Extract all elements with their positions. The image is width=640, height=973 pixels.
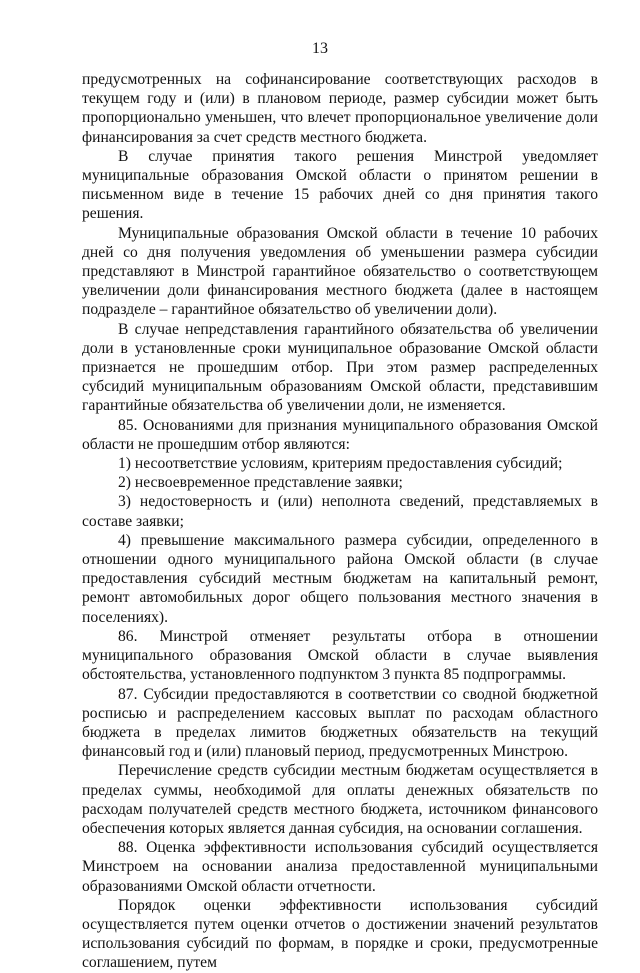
paragraph-continuation: предусмотренных на софинансирование соответствующих расходов в текущем году и (или) в плановом периоде, размер субсидии может быть пропорционально уменьшен, что влечет пропорциональное увеличение доли финансирования за счет средств местного бюджета.: [82, 71, 598, 146]
page-number: 13: [312, 40, 328, 57]
paragraph-clause-86: 86. Минстрой отменяет результаты отбора в отношении муниципального образования Омской области в случае выявления обстоятельства, установленного подпунктом 3 пункта 85 подпрограммы.: [82, 627, 598, 684]
paragraph: Порядок оценки эффективности использования субсидий осуществляется путем оценки отчетов о достижении значений результатов использования субсидий по формам, в порядке и сроки, предусмотренные соглашением, путем: [82, 896, 598, 972]
paragraph: Муниципальные образования Омской области в течение 10 рабочих дней со дня получения уведомления об уменьшении размера субсидии представляют в Минстрой гарантийное обязательство о соответствующем увеличении доли финансирования местного бюджета (далее в настоящем подразделе – гарантийное обязательство об увеличении доли).: [82, 224, 598, 319]
list-item: 3) недостоверность и (или) неполнота сведений, представляемых в составе заявки;: [82, 493, 598, 530]
paragraph: В случае принятия такого решения Минстрой уведомляет муниципальные образования Омской области о принятом решении в письменном виде в течение 15 рабочих дней со дня принятия такого решения.: [82, 147, 598, 223]
paragraph-clause-85: 85. Основаниями для признания муниципального образования Омской области не прошедшим отбор являются:: [82, 416, 598, 453]
list-item: 2) несвоевременное представление заявки;: [118, 474, 403, 492]
list-item: 1) несоответствие условиям, критериям предоставления субсидий;: [118, 455, 563, 473]
document-body: [82, 70, 598, 973]
paragraph: В случае непредставления гарантийного обязательства об увеличении доли в установленные сроки муниципальное образование Омской области признается не прошедшим отбор. При этом размер распределенных субсидий муниципальным образованиям Омской области, представившим гарантийные обязательства об увеличении доли, не изменяется.: [82, 320, 598, 415]
list-item: 4) превышение максимального размера субсидии, определенного в отношении одного муниципального района Омской области (в случае предоставления субсидий местным бюджетам на капитальный ремонт, ремонт автомобильных дорог общего пользования местного значения в поселениях).: [82, 531, 598, 626]
paragraph-clause-87: 87. Субсидии предоставляются в соответствии со сводной бюджетной росписью и распределением кассовых выплат по расходам областного бюджета в пределах лимитов бюджетных обязательств на текущий финансовый год и (или) плановый период, предусмотренных Минстрою.: [82, 685, 598, 761]
paragraph: Перечисление средств субсидии местным бюджетам осуществляется в пределах суммы, необходимой для оплаты денежных обязательств по расходам получателей средств местного бюджета, источником финансового обеспечения которых является данная субсидия, на основании соглашения.: [82, 762, 598, 837]
paragraph-clause-88: 88. Оценка эффективности использования субсидий осуществляется Минстроем на основании анализа предоставленной муниципальными образованиями Омской области отчетности.: [82, 839, 598, 895]
